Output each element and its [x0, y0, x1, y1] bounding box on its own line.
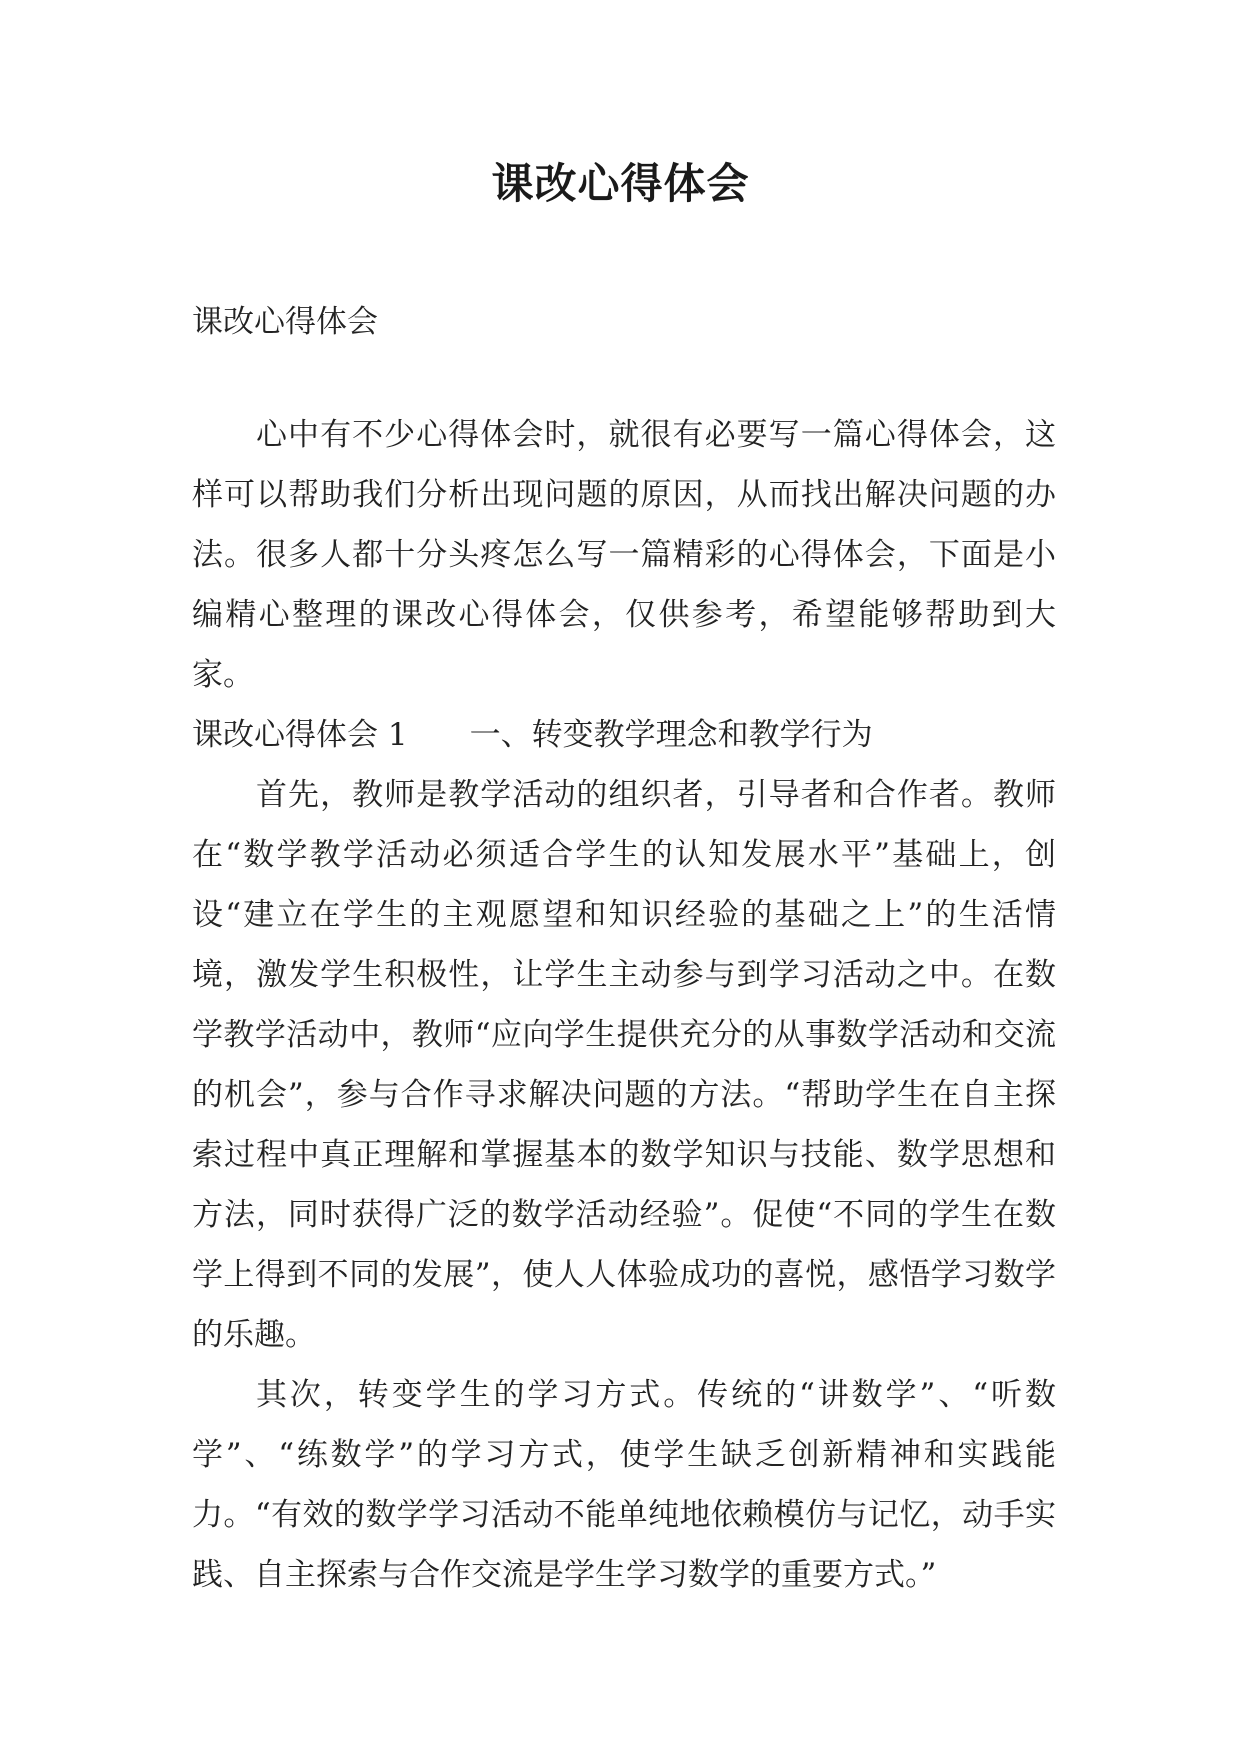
- section-heading-row: [192, 705, 1056, 765]
- body-paragraph-2: 其次，转变学生的学习方式。传统的“讲数学”、“听数学”、“练数学”的学习方式，使学生缺乏创新精神和实践能力。“有效的数学学习活动不能单纯地依赖模仿与记忆，动手实践、自主探索与合作交流是学生学习数学的重要方式。”: [192, 1377, 1056, 1593]
- body-paragraph-1: 首先，教师是教学活动的组织者，引导者和合作者。教师在“数学教学活动必须适合学生的认知发展水平”基础上，创设“建立在学生的主观愿望和知识经验的基础之上”的生活情境，激发学生积极性，让学生主动参与到学习活动之中。在数学教学活动中，教师“应向学生提供充分的从事数学活动和交流的机会”，参与合作寻求解决问题的方法。“帮助学生在自主探索过程中真正理解和掌握基本的数学知识与技能、数学思想和方法，同时获得广泛的数学活动经验”。促使“不同的学生在数学上得到不同的发展”，使人人体验成功的喜悦，感悟学习数学的乐趣。: [192, 777, 1056, 1353]
- document-body: [192, 405, 1056, 1605]
- document-title: 课改心得体会: [491, 159, 750, 208]
- document-subtitle: 课改心得体会: [192, 304, 378, 340]
- intro-paragraph: 心中有不少心得体会时，就很有必要写一篇心得体会，这样可以帮助我们分析出现问题的原因，从而找出解决问题的办法。很多人都十分头疼怎么写一篇精彩的心得体会，下面是小编精心整理的课改心得体会，仅供参考，希望能够帮助到大家。: [192, 417, 1056, 693]
- section-label: 课改心得体会 1: [192, 717, 408, 753]
- section-heading: 一、转变教学理念和教学行为: [469, 717, 873, 753]
